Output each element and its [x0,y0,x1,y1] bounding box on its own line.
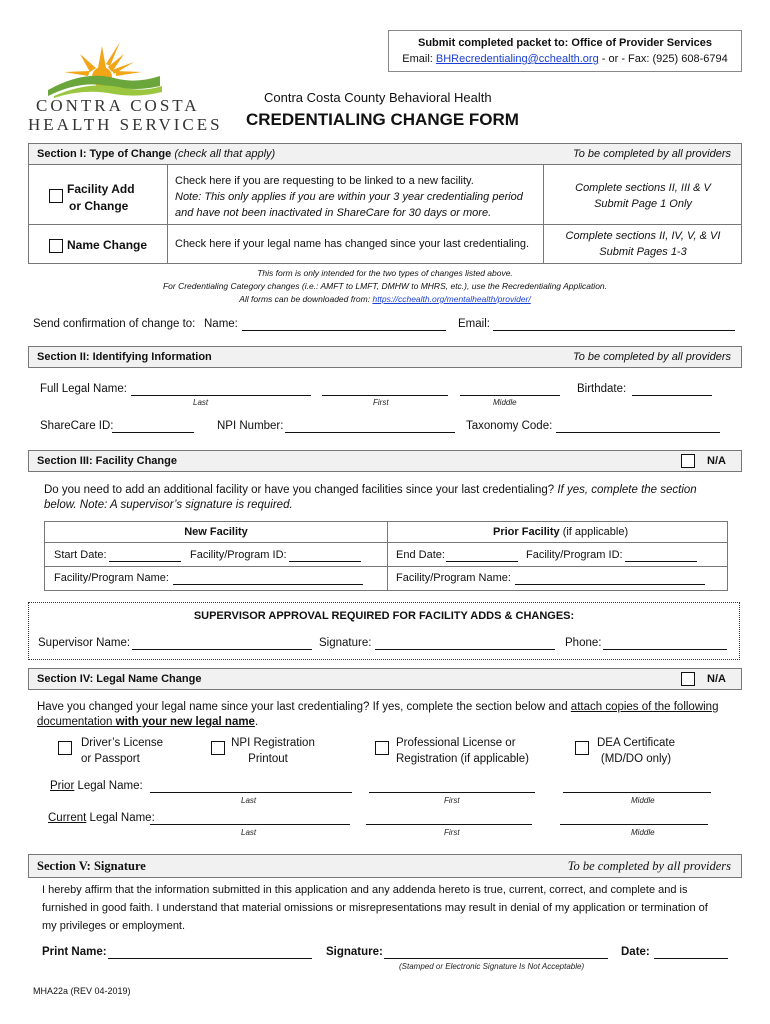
npi-registration-line1: NPI Registration [231,737,315,749]
current-first-caption: First [444,828,460,837]
taxonomy-field[interactable] [556,432,720,433]
facility-table [44,521,728,591]
section2-title: Section II: Identifying Information [37,351,212,363]
current-middle-field[interactable] [560,824,708,825]
current-legal-name-label [48,812,155,824]
npi-registration-checkbox[interactable] [211,741,225,755]
signature-note: (Stamped or Electronic Signature Is Not Acceptable) [399,962,585,971]
prior-facility-header [493,526,628,538]
section4-question-text: Have you changed your legal name since your last credentialing? If yes, complete the section below and [37,701,571,713]
legal-last-field[interactable] [131,395,311,396]
section1-title-italic: (check all that apply) [171,148,276,160]
professional-license-line2: Registration (if applicable) [396,753,529,765]
email-link[interactable]: BHRecredentialing@cchealth.org [435,53,599,65]
section3-title: Section III: Facility Change [37,455,177,467]
section4-doc-end: . [254,716,259,728]
sharecare-label: ShareCare ID: [40,420,114,432]
section4-na-checkbox[interactable] [681,672,695,686]
supervisor-name-field[interactable] [132,649,312,650]
affirm-line-2: furnished in good faith. I understand that material omissions or misrepresentations may result in denial of my application or termination of [42,902,708,914]
section1-header [28,143,742,165]
section3-question-italic: If yes, complete the section [557,484,697,496]
note-line-1: This form is only intended for the two types of changes listed above. [257,268,513,278]
section5-title: Section V: Signature [37,859,146,873]
section2-right: To be completed by all providers [573,351,731,363]
name-change-label: Name Change [67,238,148,252]
dea-certificate-line1: DEA Certificate [597,737,675,749]
row-divider [29,224,741,225]
name-instr-1: Complete sections II, IV, V, & VI [565,230,721,242]
prior-first-caption: First [444,796,460,805]
section1-title-bold: Section I: Type of Change [37,148,172,160]
section4-title: Section IV: Legal Name Change [37,673,202,685]
print-name-field[interactable] [108,958,312,959]
confirm-name-label: Name: [204,318,238,330]
section1-title [37,148,275,160]
name-instr-2: Submit Pages 1-3 [599,246,687,258]
legal-middle-field[interactable] [460,395,560,396]
facility-desc-2: Note: This only applies if you are within your 3 year credentialing period [175,191,523,203]
supervisor-header: SUPERVISOR APPROVAL REQUIRED FOR FACILITY ADDS & CHANGES: [193,610,575,622]
section5-header [28,854,742,878]
facility-instr-2: Submit Page 1 Only [594,198,692,210]
note3-prefix: All forms can be downloaded from: [239,294,373,304]
section4-question [37,701,718,713]
birthdate-field[interactable] [632,395,712,396]
prior-facility-name-field[interactable] [515,584,705,585]
drivers-license-checkbox[interactable] [58,741,72,755]
section4-doc-bold: with your new legal name [112,716,255,728]
professional-license-checkbox[interactable] [375,741,389,755]
legal-first-field[interactable] [322,395,448,396]
confirm-label: Send confirmation of change to: [33,318,196,330]
date-label: Date: [621,946,650,958]
supervisor-phone-field[interactable] [603,649,727,650]
page-title: CREDENTIALING CHANGE FORM [246,110,519,129]
legal-middle-caption: Middle [493,398,517,407]
prior-last-field[interactable] [150,792,352,793]
section4-na-label: N/A [707,673,726,685]
logo [28,40,223,135]
facility-desc-1: Check here if you are requesting to be linked to a new facility. [175,175,474,187]
full-legal-name-label: Full Legal Name: [40,383,127,395]
note-line-2: For Credentialing Category changes (i.e.: AMFT to LMFT, DMHW to MHRS, etc.), use the Recredentialing Application. [162,281,608,291]
new-start-date-label: Start Date: [54,549,107,561]
affirm-line-1: I hereby affirm that the information submitted in this application and any addenda hereto is true, current, correct, and complete and is [42,884,688,896]
download-link[interactable]: https://cchealth.org/mentalhealth/provider/ [372,294,531,304]
prior-first-field[interactable] [369,792,535,793]
prior-rest: Legal Name: [74,780,143,792]
current-last-field[interactable] [150,824,350,825]
npi-label: NPI Number: [217,420,284,432]
prior-middle-field[interactable] [563,792,711,793]
prior-last-caption: Last [241,796,257,805]
section3-na-label: N/A [707,455,726,467]
logo-line2: HEALTH SERVICES [28,115,223,134]
facility-change-checkbox[interactable] [49,189,63,203]
new-facility-id-field[interactable] [289,561,361,562]
facility-change-label-1: Facility Add [67,182,135,196]
professional-license-line1: Professional License or [396,737,516,749]
section4-header [28,668,742,690]
section2-header [28,346,742,368]
supervisor-box [28,602,740,660]
facility-row-divider-2 [45,566,727,567]
prior-middle-caption: Middle [631,796,655,805]
sun-hills-logo-icon [44,40,164,98]
section1-table [28,165,742,264]
section4-doc-underline: documentation [37,716,113,728]
submit-contact [389,53,741,65]
section3-na-checkbox[interactable] [681,454,695,468]
section4-question-underline: attach copies of the following [570,701,719,713]
section1-right: To be completed by all providers [573,148,731,160]
col-divider-1 [167,165,168,263]
current-underline: Current [48,812,87,824]
confirm-email-label: Email: [458,318,490,330]
section4-question-line2 [37,716,258,728]
supervisor-name-label: Supervisor Name: [38,637,131,649]
prior-facility-id-label: Facility/Program ID: [526,549,623,561]
current-last-caption: Last [241,828,257,837]
prior-underline: Prior [50,780,75,792]
current-middle-caption: Middle [631,828,655,837]
current-rest: Legal Name: [86,812,155,824]
sharecare-field[interactable] [112,432,194,433]
taxonomy-label: Taxonomy Code: [466,420,553,432]
drivers-license-line2: or Passport [81,753,140,765]
prior-end-date-field[interactable] [446,561,518,562]
affirm-line-3: my privileges or employment. [42,920,186,932]
new-facility-name-label: Facility/Program Name: [54,572,169,584]
new-start-date-field[interactable] [109,561,181,562]
prior-facility-bold: Prior Facility [493,526,560,538]
new-facility-name-field[interactable] [173,584,363,585]
dea-certificate-line2: (MD/DO only) [600,753,672,765]
submit-line: Submit completed packet to: Office of Provider Services [417,37,713,49]
prior-end-date-label: End Date: [396,549,445,561]
facility-desc-3: and have not been inactivated in ShareCare for 30 days or more. [175,207,492,219]
drivers-license-line1: Driver’s License [81,737,164,749]
confirm-name-field[interactable] [242,330,446,331]
form-id: MHA22a (REV 04-2019) [33,986,131,996]
legal-first-caption: First [373,398,389,407]
note-line-3 [28,294,742,304]
prior-legal-name-label [50,780,143,792]
facility-instr-1: Complete sections II, III & V [575,182,711,194]
supervisor-signature-label: Signature: [319,637,372,649]
signature-field[interactable] [384,958,608,959]
facility-col-divider [387,522,388,590]
email-prefix: Email: [402,53,436,65]
name-change-checkbox[interactable] [49,239,63,253]
date-field[interactable] [654,958,728,959]
supervisor-signature-field[interactable] [375,649,555,650]
current-first-field[interactable] [366,824,532,825]
npi-field[interactable] [285,432,455,433]
dea-certificate-checkbox[interactable] [575,741,589,755]
section3-question [44,484,697,496]
name-desc-1: Check here if your legal name has changed since your last credentialing. [175,238,530,250]
print-name-label: Print Name: [42,946,107,958]
new-facility-header: New Facility [184,526,248,538]
section3-header [28,450,742,472]
facility-change-label-2: or Change [69,199,129,213]
section5-right: To be completed by all providers [567,859,731,873]
submit-info-box [388,30,742,72]
legal-last-caption: Last [193,398,209,407]
prior-facility-id-field[interactable] [625,561,697,562]
npi-registration-line2: Printout [248,753,288,765]
new-facility-id-label: Facility/Program ID: [190,549,287,561]
fax-text: - or - Fax: (925) 608-6794 [598,53,728,65]
section3-question-line2: below. Note: A supervisor’s signature is required. [44,499,293,511]
signature-label: Signature: [326,946,383,958]
supervisor-phone-label: Phone: [565,637,602,649]
org-name: Contra Costa County Behavioral Health [264,90,492,105]
logo-line1: CONTRA COSTA [36,96,200,115]
prior-facility-name-label: Facility/Program Name: [396,572,511,584]
prior-facility-suffix: (if applicable) [559,526,629,538]
birthdate-label: Birthdate: [577,383,627,395]
confirm-email-field[interactable] [493,330,735,331]
section3-question-text: Do you need to add an additional facility or have you changed facilities since your last credentialing? [44,484,555,496]
facility-row-divider-1 [45,542,727,543]
